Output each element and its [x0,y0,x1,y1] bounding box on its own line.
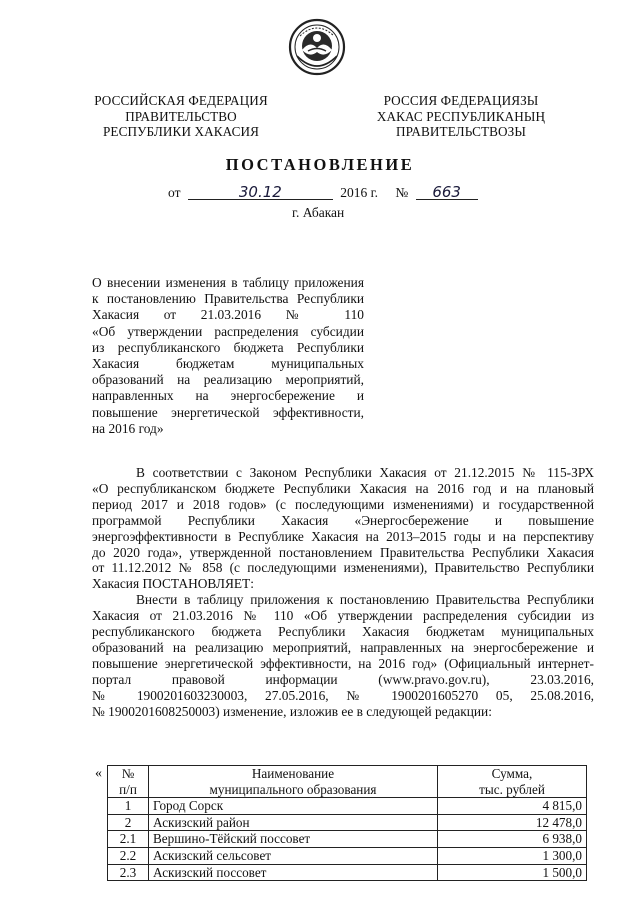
subject-line: образований на реализацию мероприятий, [92,372,364,388]
row-sum: 1 300,0 [438,847,587,864]
body-line: портал правовой информации (www.pravo.gov.ru), 23.03.2016, [92,671,594,687]
body-line: В соответствии с Законом Республики Хакасия от 21.12.2015 № 115-ЗРХ [136,465,594,480]
body-line: период 2017 и 2018 годов» (с последующими изменениями) и государственной [92,496,594,512]
header-right-line: ПРАВИТЕЛЬСТВОЗЫ [396,124,526,139]
header-number [108,766,149,798]
table-header-row [108,766,587,798]
header-text: муниципального образования [209,781,377,797]
body-line: № 1900201603230003, 27.05.2016, № 1900201605270 05, 25.08.2016, [92,687,594,703]
dateline [168,185,478,201]
header-sum [438,766,587,798]
table-row [108,847,587,864]
row-municipality: Аскизский район [149,814,438,831]
body-line: Хакасия от 21.03.2016 № 110 «Об утверждении распределения субсидии из [92,608,594,624]
body-line: до 2020 года», утвержденной постановлением Правительства Республики Хакасия [92,544,594,560]
row-number: 2.3 [108,864,149,881]
row-municipality: Аскизский сельсовет [149,847,438,864]
row-sum: 4 815,0 [438,798,587,815]
subject-line: из республиканского бюджета Республики [92,339,364,355]
subject-line: Хакасия от 21.03.2016 № 110 [92,307,364,323]
subject-line: к постановлению Правительства Республики [92,291,364,307]
header-text: Наименование [251,766,335,781]
header-russian [92,93,270,140]
body-line: № 1900201608250003) изменение, изложив ее в следующей редакции: [92,703,492,719]
body-line: образований на реализацию мероприятий, направленных на энергосбережение и [92,639,594,655]
row-sum: 6 938,0 [438,831,587,848]
body-line: Внести в таблицу приложения к постановлению Правительства Республики [136,592,594,608]
header-right-line: ХАКАС РЕСПУБЛИКАНЫҢ [376,108,546,124]
header-municipality [149,766,438,798]
paragraph-preamble [92,465,594,592]
paragraph-resolution [92,592,594,719]
subject-line: на 2016 год» [92,420,164,436]
table-row [108,864,587,881]
date-from-label: от [168,185,181,200]
body-line: «О республиканском бюджете Республики Хакасия на 2016 год и на плановый [92,480,594,496]
header-right-line: РОССИЯ ФЕДЕРАЦИЯЗЫ [383,93,539,108]
handwritten-date: 30.12 [188,185,333,200]
table-row [108,798,587,815]
header-text: тыс. рублей [479,781,545,797]
table-open-quote: « [95,766,102,781]
subject-line: повышение энергетической эффективности, [92,404,364,420]
row-number: 2.1 [108,831,149,848]
handwritten-number: 663 [416,185,478,200]
subsidy-table [107,765,587,881]
subject-line: «Об утверждении распределения субсидии [92,323,364,339]
date-year: 2016 г. [340,185,378,200]
header-left-line: РЕСПУБЛИКИ ХАКАСИЯ [103,124,259,139]
row-number: 1 [108,798,149,815]
row-sum: 1 500,0 [438,864,587,881]
table-row [108,831,587,848]
body-line: Хакасия ПОСТАНОВЛЯЕТ: [92,576,254,592]
number-label: № [395,185,409,200]
header-text: Сумма, [491,766,533,781]
header-khakas [370,93,552,140]
row-number: 2.2 [108,847,149,864]
table-row [108,814,587,831]
body-line: республиканского бюджета Республики Хакасия бюджетам муниципальных [92,624,594,640]
row-municipality: Город Сорск [149,798,438,815]
document-body [92,465,594,720]
header-text: № [121,766,135,781]
header-text: п/п [119,781,137,797]
subject-block [92,275,364,437]
subject-line: О внесении изменения в таблицу приложения [92,275,364,290]
body-line: от 11.12.2012 № 858 (с последующими изменениями), Правительство Республики [92,560,594,576]
row-municipality: Аскизский поссовет [149,864,438,881]
body-line: повышение энергетической эффективности, на 2016 год» (Официальный интернет- [92,655,594,671]
coat-of-arms-emblem [288,18,346,76]
header-left-line: РОССИЙСКАЯ ФЕДЕРАЦИЯ [94,93,268,108]
body-line: программой Республики Хакасия «Энергосбережение и повышение [92,512,594,528]
city: г. Абакан [292,205,345,220]
row-municipality: Вершино-Тёйский поссовет [149,831,438,848]
row-sum: 12 478,0 [438,814,587,831]
header-left-line: ПРАВИТЕЛЬСТВО [125,108,237,124]
document-title: ПОСТАНОВЛЕНИЕ [225,155,415,174]
body-line: энергоэффективности в Республике Хакасия на 2013–2015 годы и на перспективу [92,528,594,544]
subject-line: Хакасия бюджетам муниципальных [92,356,364,372]
row-number: 2 [108,814,149,831]
subject-line: направленных на энергосбережение и [92,388,364,404]
